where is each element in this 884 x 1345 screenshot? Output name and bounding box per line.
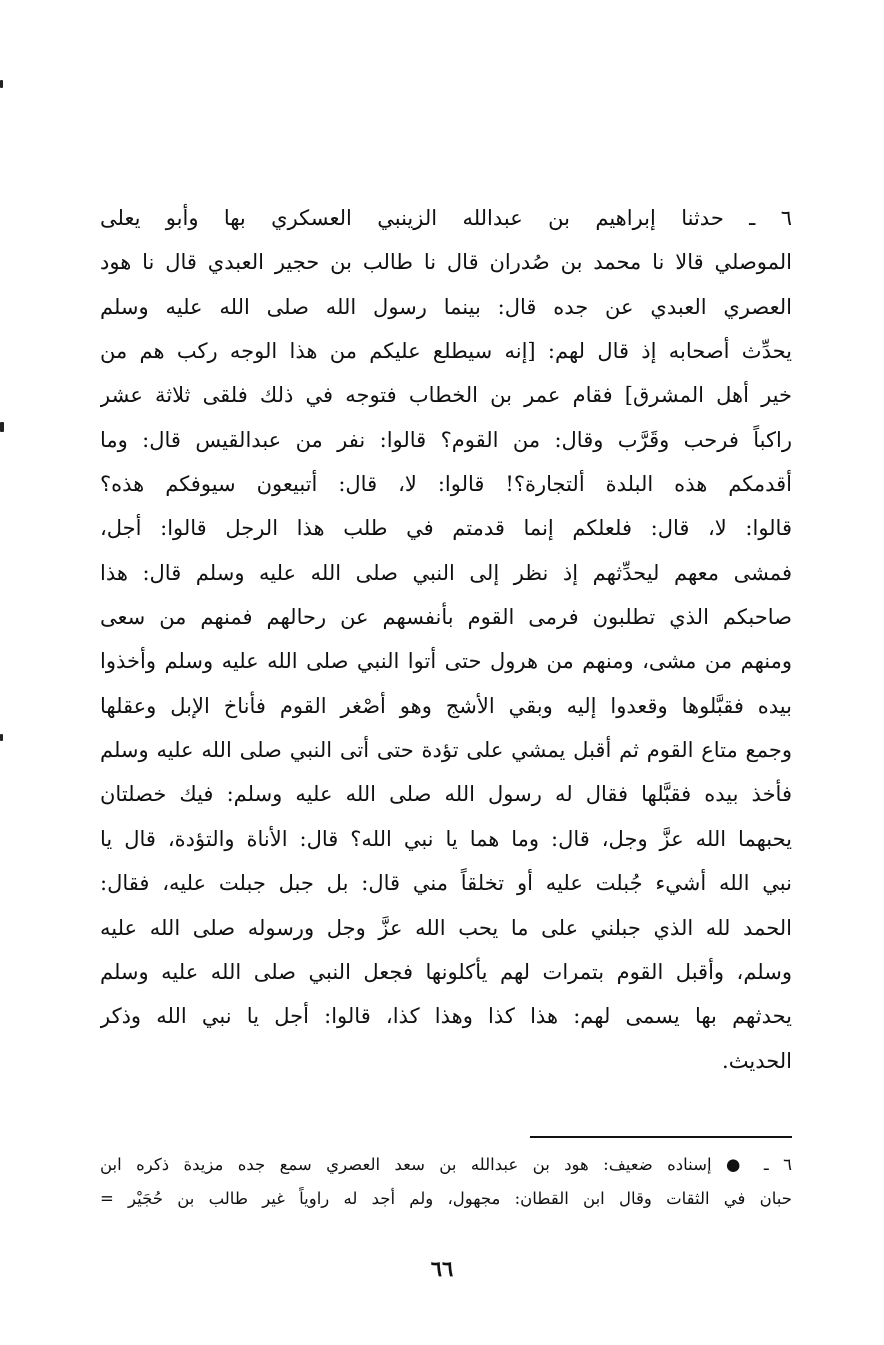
text-line: بيده فقبَّلوها وقعدوا إليه وبقي الأشج وهو أصْغر القوم فأناخ الإبل وعقلها xyxy=(100,693,792,718)
text-line: فمشى معهم ليحدِّثهم إذ نظر إلى النبي صلى الله عليه وسلم قال: هذا xyxy=(100,560,792,585)
text-line: الحديث. xyxy=(722,1048,792,1073)
text-line: ومنهم من مشى، ومنهم من هرول حتى أتوا النبي صلى الله عليه وسلم وأخذوا xyxy=(100,649,792,674)
text-line: وجمع متاع القوم ثم أقبل يمشي على تؤدة حتى أتى النبي صلى الله عليه وسلم xyxy=(100,738,792,763)
text-line: ٦ ـ حدثنا إبراهيم بن عبدالله الزينبي العسكري بها وأبو يعلى xyxy=(100,206,792,230)
text-line: الحمد لله الذي جبلني على ما يحب الله عزَّ وجل ورسوله صلى الله عليه xyxy=(100,915,792,940)
text-line: يحدثهم بها يسمى لهم: هذا كذا وهذا كذا، قالوا: أجل يا نبي الله وذكر xyxy=(100,1004,792,1029)
hadith-text-block xyxy=(100,196,792,1083)
footnote-divider xyxy=(530,1136,792,1138)
text-line: يحبهما الله عزَّ وجل، قال: وما هما يا نبي الله؟ قال: الأناة والتؤدة، قال يا xyxy=(100,826,792,851)
text-line: نبي الله أشيء جُبلت عليه أو تخلقاً مني قال: بل جبل جبلت عليه، فقال: xyxy=(100,871,792,896)
text-line: يحدِّث أصحابه إذ قال لهم: [إنه سيطلع عليكم من هذا الوجه ركب هم من xyxy=(100,339,792,364)
scan-margin-mark xyxy=(0,422,4,432)
text-line: خير أهل المشرق] فقام عمر بن الخطاب فتوجه في ذلك فلقى ثلاثة عشر xyxy=(100,383,792,408)
footnote-line: ٦ ـ ● إسناده ضعيف: هود بن عبدالله بن سعد العصري سمع جده مزيدة ذكره ابن xyxy=(100,1155,792,1174)
text-line: راكباً فرحب وقَرَّب وقال: من القوم؟ قالوا: نفر من عبدالقيس قال: وما xyxy=(100,427,792,452)
text-line: وسلم، وأقبل القوم بتمرات لهم يأكلونها فجعل النبي صلى الله عليه وسلم xyxy=(100,959,792,984)
page-number: ٦٦ xyxy=(430,1256,454,1281)
text-line: أقدمكم هذه البلدة ألتجارة؟! قالوا: لا، قال: أتبيعون سيوفكم هذه؟ xyxy=(100,472,792,497)
text-line: فأخذ بيده فقبَّلها فقال له رسول الله صلى الله عليه وسلم: فيك خصلتان xyxy=(100,782,792,807)
text-line: الموصلي قالا نا محمد بن صُدران قال نا طالب بن حجير العبدي قال نا هود xyxy=(100,250,792,275)
footnote-block xyxy=(100,1148,792,1216)
text-line: العصري العبدي عن جده قال: بينما رسول الله صلى الله عليه وسلم xyxy=(100,294,792,319)
text-line: صاحبكم الذي تطلبون فرمى القوم بأنفسهم عن رحالهم فمنهم من سعى xyxy=(100,605,792,630)
footnote-line: حبان في الثقات وقال ابن القطان: مجهول، ولم أجد له راوياً غير طالب بن حُجَيْر = xyxy=(100,1189,792,1208)
text-line: قالوا: لا، قال: فلعلكم إنما قدمتم في طلب هذا الرجل قالوا: أجل، xyxy=(100,516,792,541)
scan-margin-mark xyxy=(0,734,3,741)
scan-margin-mark xyxy=(0,80,3,88)
